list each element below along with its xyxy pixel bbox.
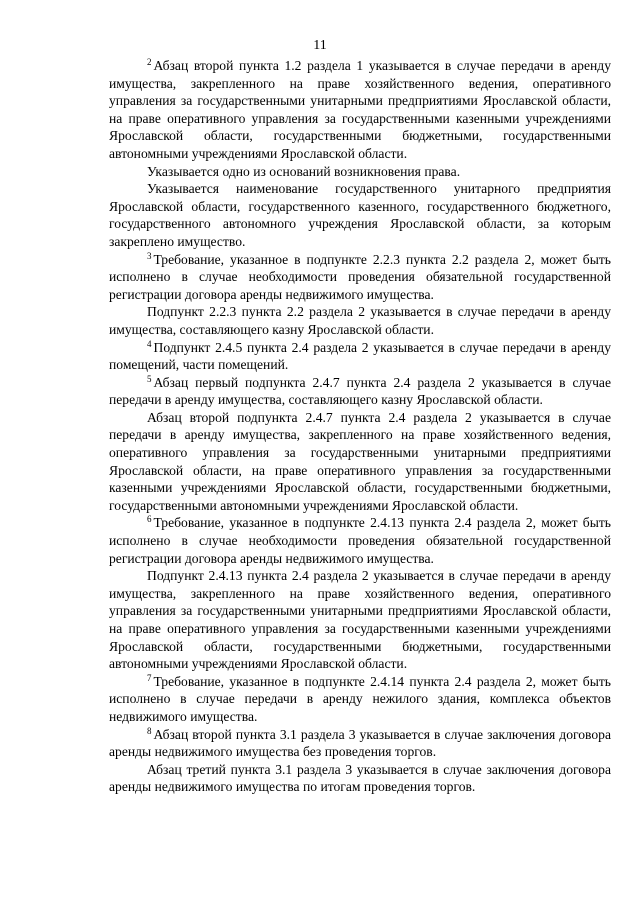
paragraph-text: Требование, указанное в подпункте 2.4.14 пункта 2.4 раздела 2, может быть исполнено в случае передачи в аренду нежилого здания, комплекса объектов недвижимого имущества. bbox=[109, 673, 611, 724]
paragraph-text: Абзац второй пункта 3.1 раздела 3 указывается в случае заключения договора аренды недвижимого имущества без проведения торгов. bbox=[109, 726, 611, 760]
paragraph-text: Подпункт 2.2.3 пункта 2.2 раздела 2 указывается в случае передачи в аренду имущества, составляющего казну Ярославской области. bbox=[109, 304, 611, 337]
footnote-paragraph bbox=[109, 374, 611, 409]
paragraph bbox=[109, 409, 611, 515]
footnote-paragraph bbox=[109, 339, 611, 374]
paragraph-text: Абзац первый подпункта 2.4.7 пункта 2.4 раздела 2 указывается в случае передачи в аренду имущества, составляющего казну Ярославской области. bbox=[109, 374, 611, 408]
footnote-marker: 6 bbox=[147, 514, 152, 525]
footnote-paragraph bbox=[109, 514, 611, 567]
paragraph bbox=[109, 567, 611, 673]
paragraph bbox=[109, 163, 611, 181]
footnote-paragraph bbox=[109, 57, 611, 163]
paragraph-text: Абзац третий пункта 3.1 раздела 3 указывается в случае заключения договора аренды недвижимого имущества по итогам проведения торгов. bbox=[109, 761, 611, 795]
footnote-marker: 5 bbox=[147, 373, 152, 384]
footnotes-body bbox=[109, 57, 611, 796]
footnote-marker: 3 bbox=[147, 250, 152, 261]
paragraph-text: Абзац второй подпункта 2.4.7 пункта 2.4 раздела 2 указывается в случае передачи в аренду имущества, закрепленного на праве хозяйственного ведения, оперативного управления за государственными унитарными предприятиями Ярославской области, на праве оперативного управления за государственными казенными учреждениями Ярославской области, государственными бюджетными, государственными автономными учреждениями Ярославской области. bbox=[109, 409, 611, 513]
footnote-paragraph bbox=[109, 673, 611, 726]
paragraph-text: Подпункт 2.4.13 пункта 2.4 раздела 2 указывается в случае передачи в аренду имущества, закрепленного на праве хозяйственного ведения, оперативного управления за государственными унитарными предприятиями Ярославской области, на праве оперативного управления за государственными казенными учреждениями Ярославской области, государственными бюджетными, государственными автономными учреждениями Ярославской области. bbox=[109, 568, 611, 672]
paragraph-text: Требование, указанное в подпункте 2.4.13 пункта 2.4 раздела 2, может быть исполнено в случае необходимости проведения обязательной государственной регистрации договора аренды недвижимого имущества. bbox=[109, 515, 611, 566]
paragraph-text: Указывается одно из оснований возникновения права. bbox=[147, 163, 461, 179]
paragraph-text: Указывается наименование государственного унитарного предприятия Ярославской области, государственного казенного, государственного бюджетного, государственного автономного учреждения Ярославской области, за которым закреплено имущество. bbox=[109, 181, 611, 249]
page-number: 11 bbox=[313, 38, 327, 53]
paragraph-text: Подпункт 2.4.5 пункта 2.4 раздела 2 указывается в случае передачи в аренду помещений, части помещений. bbox=[109, 339, 611, 373]
footnote-marker: 4 bbox=[147, 338, 152, 349]
paragraph bbox=[109, 761, 611, 796]
footnote-marker: 8 bbox=[147, 725, 152, 736]
paragraph-text: Требование, указанное в подпункте 2.2.3 пункта 2.2 раздела 2, может быть исполнено в случае необходимости проведения обязательной государственной регистрации договора аренды недвижимого имущества. bbox=[109, 251, 611, 302]
footnote-marker: 7 bbox=[147, 672, 152, 683]
paragraph-text: Абзац второй пункта 1.2 раздела 1 указывается в случае передачи в аренду имущества, закрепленного на праве хозяйственного ведения, оперативного управления за государственными унитарными предприятиями Ярославской области, на праве оперативного управления за государственными казенными учреждениями Ярославской области, государственными бюджетными, государственными автономными учреждениями Ярославской области. bbox=[109, 58, 611, 161]
paragraph bbox=[109, 180, 611, 250]
paragraph bbox=[109, 303, 611, 338]
footnote-paragraph bbox=[109, 251, 611, 304]
footnote-marker: 2 bbox=[147, 57, 152, 67]
footnote-paragraph bbox=[109, 726, 611, 761]
